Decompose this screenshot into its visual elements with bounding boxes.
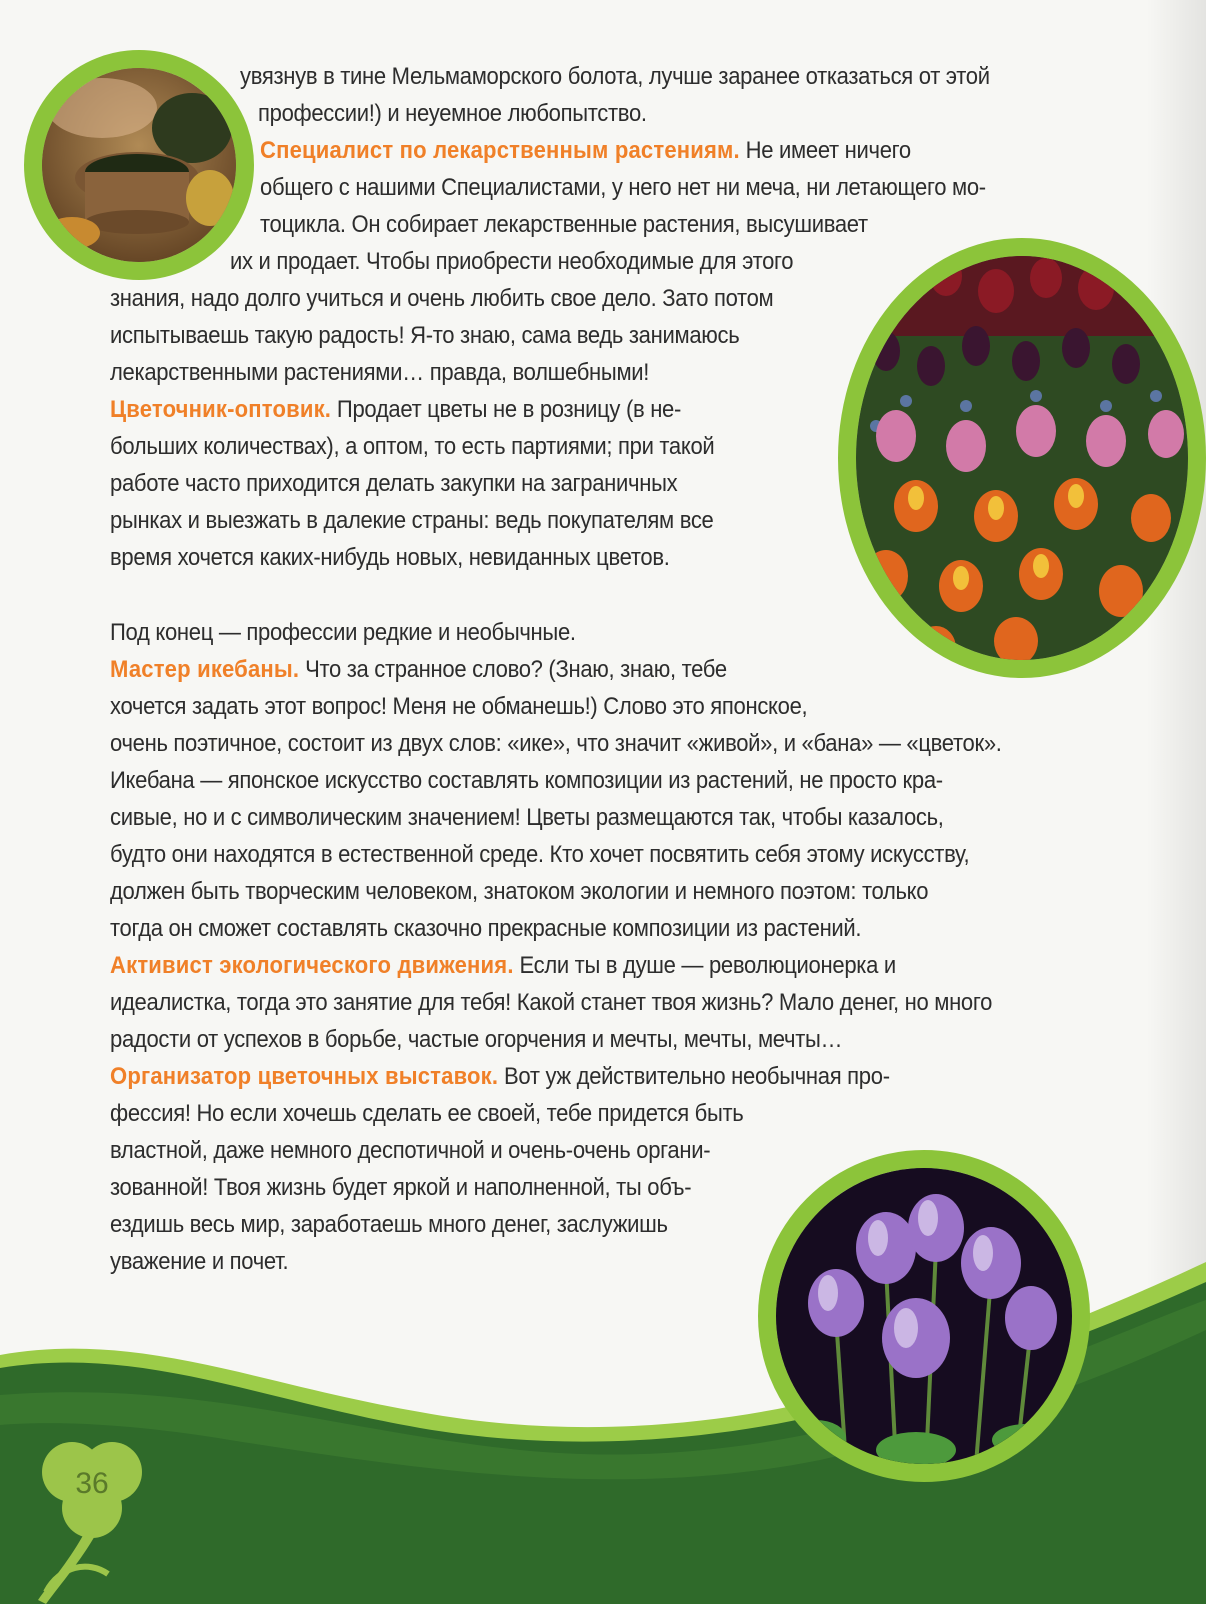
profession-heading: Организатор цветочных выставок.: [110, 1063, 499, 1090]
text-run: Что за странное слово? (Знаю, знаю, тебе: [299, 656, 727, 683]
text-line: [110, 951, 896, 981]
text-line: [110, 655, 727, 685]
text-line: [110, 284, 773, 314]
text-line: [110, 766, 943, 796]
text-line: [110, 692, 807, 722]
herbal-bowl-image: [42, 68, 236, 262]
text-run: Не имеет ничего: [739, 137, 911, 164]
text-line: [110, 1136, 710, 1166]
text-line: [258, 99, 647, 129]
text-line: [110, 321, 739, 351]
text-line: [110, 506, 714, 536]
text-run: тогда он сможет составлять сказочно прекрасные композиции из растений.: [110, 915, 862, 942]
text-run: Продает цветы не в розницу (в не-: [331, 396, 682, 423]
text-run: фессия! Но если хочешь сделать ее своей, тебе придется быть: [110, 1100, 744, 1127]
text-run: сивые, но и с символическим значением! Цветы размещаются так, чтобы казалось,: [110, 804, 944, 831]
text-line: [110, 1099, 743, 1129]
text-run: идеалистка, тогда это занятие для тебя! Какой станет твоя жизнь? Мало денег, но много: [110, 989, 993, 1016]
text-run: тоцикла. Он собирает лекарственные растения, высушивает: [260, 211, 868, 238]
text-run: должен быть творческим человеком, знатоком экологии и немного поэтом: только: [110, 878, 929, 905]
text-run: Вот уж действительно необычная про-: [498, 1063, 890, 1090]
profession-heading: Специалист по лекарственным растениям.: [260, 137, 740, 164]
text-line: [110, 1025, 842, 1055]
text-run: увязнув в тине Мельмаморского болота, лучше заранее отказаться от этой: [240, 63, 990, 90]
text-line: [110, 1062, 890, 1092]
text-line: [110, 1210, 668, 1240]
text-run: радости от успехов в борьбе, частые огорчения и мечты, мечты, мечты…: [110, 1026, 843, 1053]
text-line: [110, 1173, 691, 1203]
text-line: [110, 432, 714, 462]
text-line: [260, 210, 868, 240]
tulip-field-photo: [838, 238, 1206, 678]
text-run: рынках и выезжать в далекие страны: ведь покупателям все: [110, 507, 714, 534]
text-line: [110, 988, 992, 1018]
text-run: испытываешь такую радость! Я-то знаю, сама ведь занимаюсь: [110, 322, 740, 349]
text-line: [240, 62, 990, 92]
text-line: [110, 358, 649, 388]
page-number: 36: [75, 1467, 109, 1500]
text-run: профессии!) и неуемное любопытство.: [258, 100, 647, 127]
text-run: Под конец — профессии редкие и необычные.: [110, 619, 576, 646]
text-line: [110, 469, 677, 499]
profession-heading: Цветочник-оптовик.: [110, 396, 332, 423]
text-run: хочется задать этот вопрос! Меня не обманешь!) Слово это японское,: [110, 693, 808, 720]
text-line: [260, 173, 986, 203]
text-line: [230, 247, 793, 277]
text-run: общего с нашими Специалистами, у него нет ни меча, ни летающего мо-: [260, 174, 986, 201]
herbal-bowl-photo: [24, 50, 254, 280]
text-run: уважение и почет.: [110, 1248, 289, 1275]
text-line: [110, 877, 928, 907]
text-line: [110, 729, 1002, 759]
text-line: [110, 543, 670, 573]
text-run: очень поэтичное, состоит из двух слов: «ике», что значит «живой», и «бана» — «цветок».: [110, 730, 1002, 757]
text-run: знания, надо долго учиться и очень любить свое дело. Зато потом: [110, 285, 774, 312]
purple-tulips-photo: [758, 1150, 1090, 1482]
tulip-field-image: [856, 256, 1188, 660]
text-run: властной, даже немного деспотичной и очень-очень органи-: [110, 1137, 711, 1164]
text-line: [110, 914, 861, 944]
text-line: [110, 395, 681, 425]
text-run: работе часто приходится делать закупки на заграничных: [110, 470, 678, 497]
text-run: больших количествах), а оптом, то есть партиями; при такой: [110, 433, 715, 460]
text-line: [110, 803, 944, 833]
text-run: ездишь весь мир, заработаешь много денег, заслужишь: [110, 1211, 668, 1238]
text-line: [110, 618, 576, 648]
text-run: зованной! Твоя жизнь будет яркой и наполненной, ты объ-: [110, 1174, 692, 1201]
text-run: лекарственными растениями… правда, волшебными!: [110, 359, 650, 386]
text-run: их и продает. Чтобы приобрести необходимые для этого: [230, 248, 794, 275]
text-run: время хочется каких-нибудь новых, невиданных цветов.: [110, 544, 670, 571]
text-run: Икебана — японское искусство составлять композиции из растений, не просто кра-: [110, 767, 943, 794]
purple-tulips-image: [776, 1168, 1072, 1464]
profession-heading: Активист экологического движения.: [110, 952, 514, 979]
profession-heading: Мастер икебаны.: [110, 656, 300, 683]
text-run: будто они находятся в естественной среде. Кто хочет посвятить себя этому искусству,: [110, 841, 970, 868]
text-line: [110, 1247, 288, 1277]
text-run: Если ты в душе — революционерка и: [513, 952, 896, 979]
text-line: [260, 136, 911, 166]
text-line: [110, 840, 969, 870]
